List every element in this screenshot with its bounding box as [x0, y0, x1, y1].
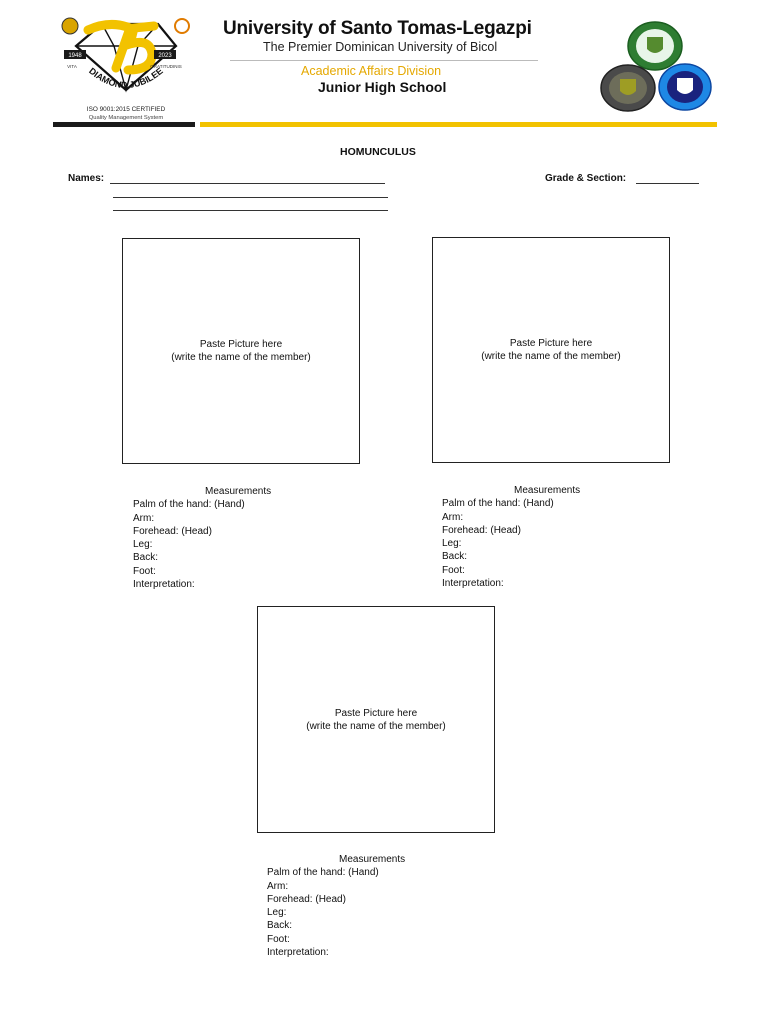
header-bar-dark [53, 122, 195, 127]
measurement-palm: Palm of the hand: (Hand) [442, 498, 554, 510]
picture-instruction: Paste Picture here [334, 707, 418, 719]
logo-year-right: 2023 [158, 53, 172, 59]
measurement-forehead: Forehead: (Head) [442, 524, 521, 536]
measurement-back: Back: [442, 551, 468, 563]
names-field-1[interactable] [110, 183, 385, 184]
names-label: Names: [68, 173, 105, 184]
measurement-interpretation: Interpretation: [442, 578, 504, 590]
picture-name-hint: (write the name of the member) [481, 351, 621, 362]
logo-motto-right: GRATITUDINIS [150, 64, 182, 69]
measurements-2 [442, 484, 662, 590]
logo-year-left: 1948 [68, 53, 82, 59]
names-field-2[interactable] [113, 197, 388, 198]
names-field-3[interactable] [113, 210, 388, 211]
measurement-leg: Leg: [442, 538, 462, 550]
measurement-back: Back: [133, 552, 159, 564]
picture-instruction: Paste Picture here [509, 338, 593, 349]
iso-qms: Quality Management System [88, 115, 164, 121]
picture-name-hint: (write the name of the member) [171, 352, 311, 363]
picture-name-hint: (write the name of the member) [306, 720, 446, 732]
measurement-foot: Foot: [442, 564, 465, 576]
diamond-jubilee-logo [58, 16, 194, 128]
header-bar-yellow [200, 122, 717, 127]
picture-box-1[interactable] [122, 238, 360, 464]
university-tagline: The Premier Dominican University of Bicol [263, 40, 498, 54]
measurement-interpretation: Interpretation: [133, 579, 195, 591]
measurement-back: Back: [267, 920, 293, 932]
grade-section-label: Grade & Section: [545, 173, 627, 184]
iso-certification: ISO 9001:2015 CERTIFIED [86, 106, 166, 113]
measurements-title: Measurements [514, 485, 581, 496]
school-name: Junior High School [318, 79, 447, 95]
measurements-title: Measurements [205, 486, 272, 497]
measurement-arm: Arm: [133, 512, 155, 524]
logo-motto-left: VITA [67, 64, 77, 69]
measurement-leg: Leg: [133, 539, 153, 551]
blue-seal-icon [658, 63, 712, 111]
measurement-foot: Foot: [267, 933, 290, 945]
measurement-foot: Foot: [133, 565, 156, 577]
document-title: HOMUNCULUS [340, 146, 416, 158]
measurement-forehead: Forehead: (Head) [133, 525, 212, 537]
measurement-arm: Arm: [267, 880, 289, 892]
picture-box-3[interactable] [257, 606, 495, 833]
measurement-interpretation: Interpretation: [267, 947, 329, 959]
green-seal-icon [627, 21, 683, 71]
measurement-forehead: Forehead: (Head) [267, 893, 346, 905]
measurements-1 [133, 485, 353, 591]
measurements-3 [267, 853, 487, 959]
picture-box-2[interactable] [432, 237, 670, 463]
measurements-title: Measurements [339, 854, 406, 865]
grade-section-field[interactable] [636, 183, 699, 184]
measurement-arm: Arm: [442, 511, 464, 523]
measurement-leg: Leg: [267, 907, 287, 919]
division-name: Academic Affairs Division [301, 64, 442, 78]
logo-jubilee-text: DIAMOND JUBILEE [87, 65, 165, 91]
gray-seal-icon [600, 64, 656, 112]
measurement-palm: Palm of the hand: (Hand) [267, 867, 379, 879]
university-name: University of Santo Tomas-Legazpi [223, 18, 532, 39]
header-divider [230, 60, 538, 61]
picture-instruction: Paste Picture here [199, 339, 283, 350]
measurement-palm: Palm of the hand: (Hand) [133, 499, 245, 511]
